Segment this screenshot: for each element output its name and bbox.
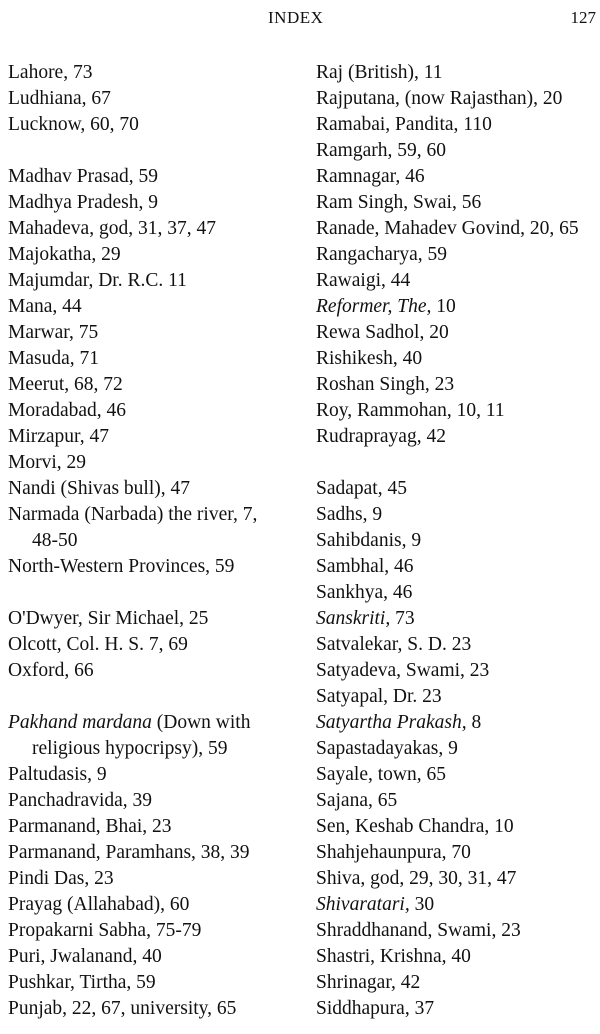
index-entry-text: Sankhya, 46 bbox=[316, 582, 413, 603]
index-entry bbox=[8, 86, 298, 112]
index-entry-text: Mirzapur, 47 bbox=[8, 426, 110, 447]
index-entry-text: Parmanand, Bhai, 23 bbox=[8, 816, 172, 837]
index-entry bbox=[316, 268, 600, 294]
index-entry-text: O'Dwyer, Sir Michael, 25 bbox=[8, 608, 209, 629]
index-entry bbox=[316, 476, 600, 502]
index-entry-text: Meerut, 68, 72 bbox=[8, 374, 123, 395]
index-entry-text: Marwar, 75 bbox=[8, 322, 99, 343]
index-entry-text: 48-50 bbox=[32, 530, 78, 551]
index-entry bbox=[8, 216, 298, 242]
index-entry bbox=[316, 216, 600, 242]
index-entry bbox=[316, 580, 600, 606]
index-entry-text: Mahadeva, god, 31, 37, 47 bbox=[8, 218, 216, 239]
index-entry-text: North-Western Provinces, 59 bbox=[8, 556, 235, 577]
index-entry-text: Ramnagar, 46 bbox=[316, 166, 425, 187]
index-entry-italic-title: Sanskriti, bbox=[316, 608, 391, 629]
index-entry-text: Mana, 44 bbox=[8, 296, 82, 317]
index-section-gap bbox=[316, 450, 600, 476]
index-entry bbox=[8, 970, 298, 996]
index-entry-text: Pindi Das, 23 bbox=[8, 868, 114, 889]
index-entry-text: Pushkar, Tirtha, 59 bbox=[8, 972, 156, 993]
index-entry bbox=[316, 788, 600, 814]
index-entry bbox=[8, 476, 298, 502]
index-entry-text: Satvalekar, S. D. 23 bbox=[316, 634, 472, 655]
index-entry bbox=[8, 502, 298, 528]
index-entry bbox=[316, 918, 600, 944]
index-entry bbox=[316, 398, 600, 424]
page-number: 127 bbox=[570, 8, 596, 27]
index-entry bbox=[316, 86, 600, 112]
index-entry bbox=[8, 762, 298, 788]
index-entry bbox=[316, 710, 600, 736]
index-entry-text: Shrinagar, 42 bbox=[316, 972, 421, 993]
index-entry-text: Ramgarh, 59, 60 bbox=[316, 140, 446, 161]
index-entry-text: Morvi, 29 bbox=[8, 452, 86, 473]
index-entry bbox=[316, 424, 600, 450]
index-entry-text: Majokatha, 29 bbox=[8, 244, 121, 265]
index-entry-text: Rajputana, (now Rajasthan), 20 bbox=[316, 88, 563, 109]
index-entry-text: Rewa Sadhol, 20 bbox=[316, 322, 449, 343]
index-entry-text: Lahore, 73 bbox=[8, 62, 93, 83]
index-entry-text: Punjab, 22, 67, university, 65 bbox=[8, 998, 237, 1019]
index-entry-text: Roy, Rammohan, 10, 11 bbox=[316, 400, 505, 421]
index-entry bbox=[8, 788, 298, 814]
index-entry bbox=[316, 346, 600, 372]
page-header bbox=[0, 6, 600, 32]
index-entry bbox=[316, 866, 600, 892]
index-entry-text: Satyadeva, Swami, 23 bbox=[316, 660, 490, 681]
index-entry bbox=[8, 606, 298, 632]
index-entry-text: Prayag (Allahabad), 60 bbox=[8, 894, 190, 915]
index-entry bbox=[316, 762, 600, 788]
index-entry-text: Nandi (Shivas bull), 47 bbox=[8, 478, 190, 499]
index-entry bbox=[316, 840, 600, 866]
index-entry-text: 10 bbox=[431, 296, 456, 317]
index-entry-text: (Down with bbox=[151, 712, 251, 733]
index-entry bbox=[316, 502, 600, 528]
index-entry bbox=[8, 346, 298, 372]
index-entry-text: Puri, Jwalanand, 40 bbox=[8, 946, 162, 967]
index-entry-text: Madhav Prasad, 59 bbox=[8, 166, 159, 187]
index-entry-italic-title: Satyartha Prakash, bbox=[316, 712, 467, 733]
index-entry-text: Sen, Keshab Chandra, 10 bbox=[316, 816, 514, 837]
index-entry-text: Lucknow, 60, 70 bbox=[8, 114, 139, 135]
index-entry bbox=[316, 996, 600, 1022]
index-entry bbox=[316, 684, 600, 710]
index-entry-italic-title: Reformer, The, bbox=[316, 296, 432, 317]
index-entry-text: 8 bbox=[466, 712, 482, 733]
index-entry-text: Masuda, 71 bbox=[8, 348, 99, 369]
index-entry bbox=[316, 60, 600, 86]
index-entry-text: Paltudasis, 9 bbox=[8, 764, 107, 785]
index-entry bbox=[8, 112, 298, 138]
index-section-gap bbox=[8, 580, 298, 606]
index-entry bbox=[8, 398, 298, 424]
index-entry-text: Sambhal, 46 bbox=[316, 556, 414, 577]
index-section-gap bbox=[8, 138, 298, 164]
index-entry-text: Sahibdanis, 9 bbox=[316, 530, 422, 551]
page-title: INDEX bbox=[268, 8, 324, 27]
index-entry bbox=[316, 658, 600, 684]
index-entry-text: Sadapat, 45 bbox=[316, 478, 407, 499]
index-entry bbox=[8, 190, 298, 216]
index-entry bbox=[8, 814, 298, 840]
index-entry bbox=[8, 944, 298, 970]
index-entry-text: Propakarni Sabha, 75-79 bbox=[8, 920, 202, 941]
index-entry bbox=[316, 320, 600, 346]
index-entry bbox=[8, 892, 298, 918]
index-entry bbox=[8, 60, 298, 86]
index-entry-text: Rangacharya, 59 bbox=[316, 244, 448, 265]
index-entry bbox=[316, 138, 600, 164]
index-entry bbox=[8, 632, 298, 658]
index-entry bbox=[316, 294, 600, 320]
index-entry-text: Sajana, 65 bbox=[316, 790, 398, 811]
index-entry bbox=[8, 424, 298, 450]
index-column-left bbox=[8, 60, 298, 1022]
index-entry bbox=[316, 606, 600, 632]
index-entry-text: Sayale, town, 65 bbox=[316, 764, 446, 785]
index-entry bbox=[8, 866, 298, 892]
index-entry-text: Oxford, 66 bbox=[8, 660, 94, 681]
index-entry bbox=[8, 554, 298, 580]
index-entry bbox=[8, 658, 298, 684]
index-entry-text: Olcott, Col. H. S. 7, 69 bbox=[8, 634, 188, 655]
index-entry bbox=[316, 892, 600, 918]
index-entry bbox=[8, 242, 298, 268]
index-section-gap bbox=[8, 684, 298, 710]
index-entry bbox=[316, 112, 600, 138]
index-entry-text: 30 bbox=[409, 894, 435, 915]
index-entry-text: 73 bbox=[390, 608, 415, 629]
index-entry-text: Majumdar, Dr. R.C. 11 bbox=[8, 270, 187, 291]
index-entry-text: Shastri, Krishna, 40 bbox=[316, 946, 471, 967]
index-entry bbox=[316, 970, 600, 996]
index-entry bbox=[8, 164, 298, 190]
index-entry bbox=[316, 242, 600, 268]
index-entry-text: Roshan Singh, 23 bbox=[316, 374, 455, 395]
index-entry-text: Shiva, god, 29, 30, 31, 47 bbox=[316, 868, 517, 889]
index-entry-text: Ranade, Mahadev Govind, 20, 65 bbox=[316, 218, 579, 239]
index-entry bbox=[8, 840, 298, 866]
index-entry bbox=[8, 710, 298, 736]
index-entry bbox=[316, 944, 600, 970]
index-entry-text: Sapastadayakas, 9 bbox=[316, 738, 458, 759]
index-entry-text: Rawaigi, 44 bbox=[316, 270, 411, 291]
index-entry-text: Ramabai, Pandita, 110 bbox=[316, 114, 492, 135]
index-entry bbox=[8, 372, 298, 398]
index-entry-text: Rudraprayag, 42 bbox=[316, 426, 446, 447]
index-entry bbox=[316, 372, 600, 398]
index-entry-text: Rishikesh, 40 bbox=[316, 348, 423, 369]
index-entry-text: Shahjehaunpura, 70 bbox=[316, 842, 471, 863]
index-entry bbox=[316, 554, 600, 580]
index-entry-text: Ludhiana, 67 bbox=[8, 88, 111, 109]
index-entry bbox=[8, 918, 298, 944]
index-entry bbox=[8, 268, 298, 294]
index-entry-text: Narmada (Narbada) the river, 7, bbox=[8, 504, 258, 525]
index-entry-text: Madhya Pradesh, 9 bbox=[8, 192, 159, 213]
index-entry bbox=[316, 190, 600, 216]
index-entry bbox=[8, 320, 298, 346]
index-entry-text: Shraddhanand, Swami, 23 bbox=[316, 920, 521, 941]
index-entry-continuation bbox=[8, 736, 298, 762]
index-entry bbox=[316, 164, 600, 190]
index-entry-italic-title: Pakhand mardana bbox=[8, 712, 152, 733]
index-entry-text: Satyapal, Dr. 23 bbox=[316, 686, 442, 707]
index-entry-text: Ram Singh, Swai, 56 bbox=[316, 192, 482, 213]
index-entry bbox=[316, 528, 600, 554]
index-entry-text: religious hypocripsy), 59 bbox=[32, 738, 228, 759]
index-entry bbox=[8, 450, 298, 476]
index-entry-text: Sadhs, 9 bbox=[316, 504, 383, 525]
index-entry-text: Siddhapura, 37 bbox=[316, 998, 435, 1019]
index-entry-text: Panchadravida, 39 bbox=[8, 790, 153, 811]
index-entry bbox=[316, 736, 600, 762]
index-entry-continuation bbox=[8, 528, 298, 554]
index-entry bbox=[316, 814, 600, 840]
index-column-right bbox=[316, 60, 600, 1022]
index-entry bbox=[8, 294, 298, 320]
index-entry-text: Moradabad, 46 bbox=[8, 400, 127, 421]
index-entry-italic-title: Shivaratari, bbox=[316, 894, 410, 915]
index-entry-text: Raj (British), 11 bbox=[316, 62, 443, 83]
index-entry-text: Parmanand, Paramhans, 38, 39 bbox=[8, 842, 250, 863]
index-entry bbox=[316, 632, 600, 658]
index-entry bbox=[8, 996, 298, 1022]
